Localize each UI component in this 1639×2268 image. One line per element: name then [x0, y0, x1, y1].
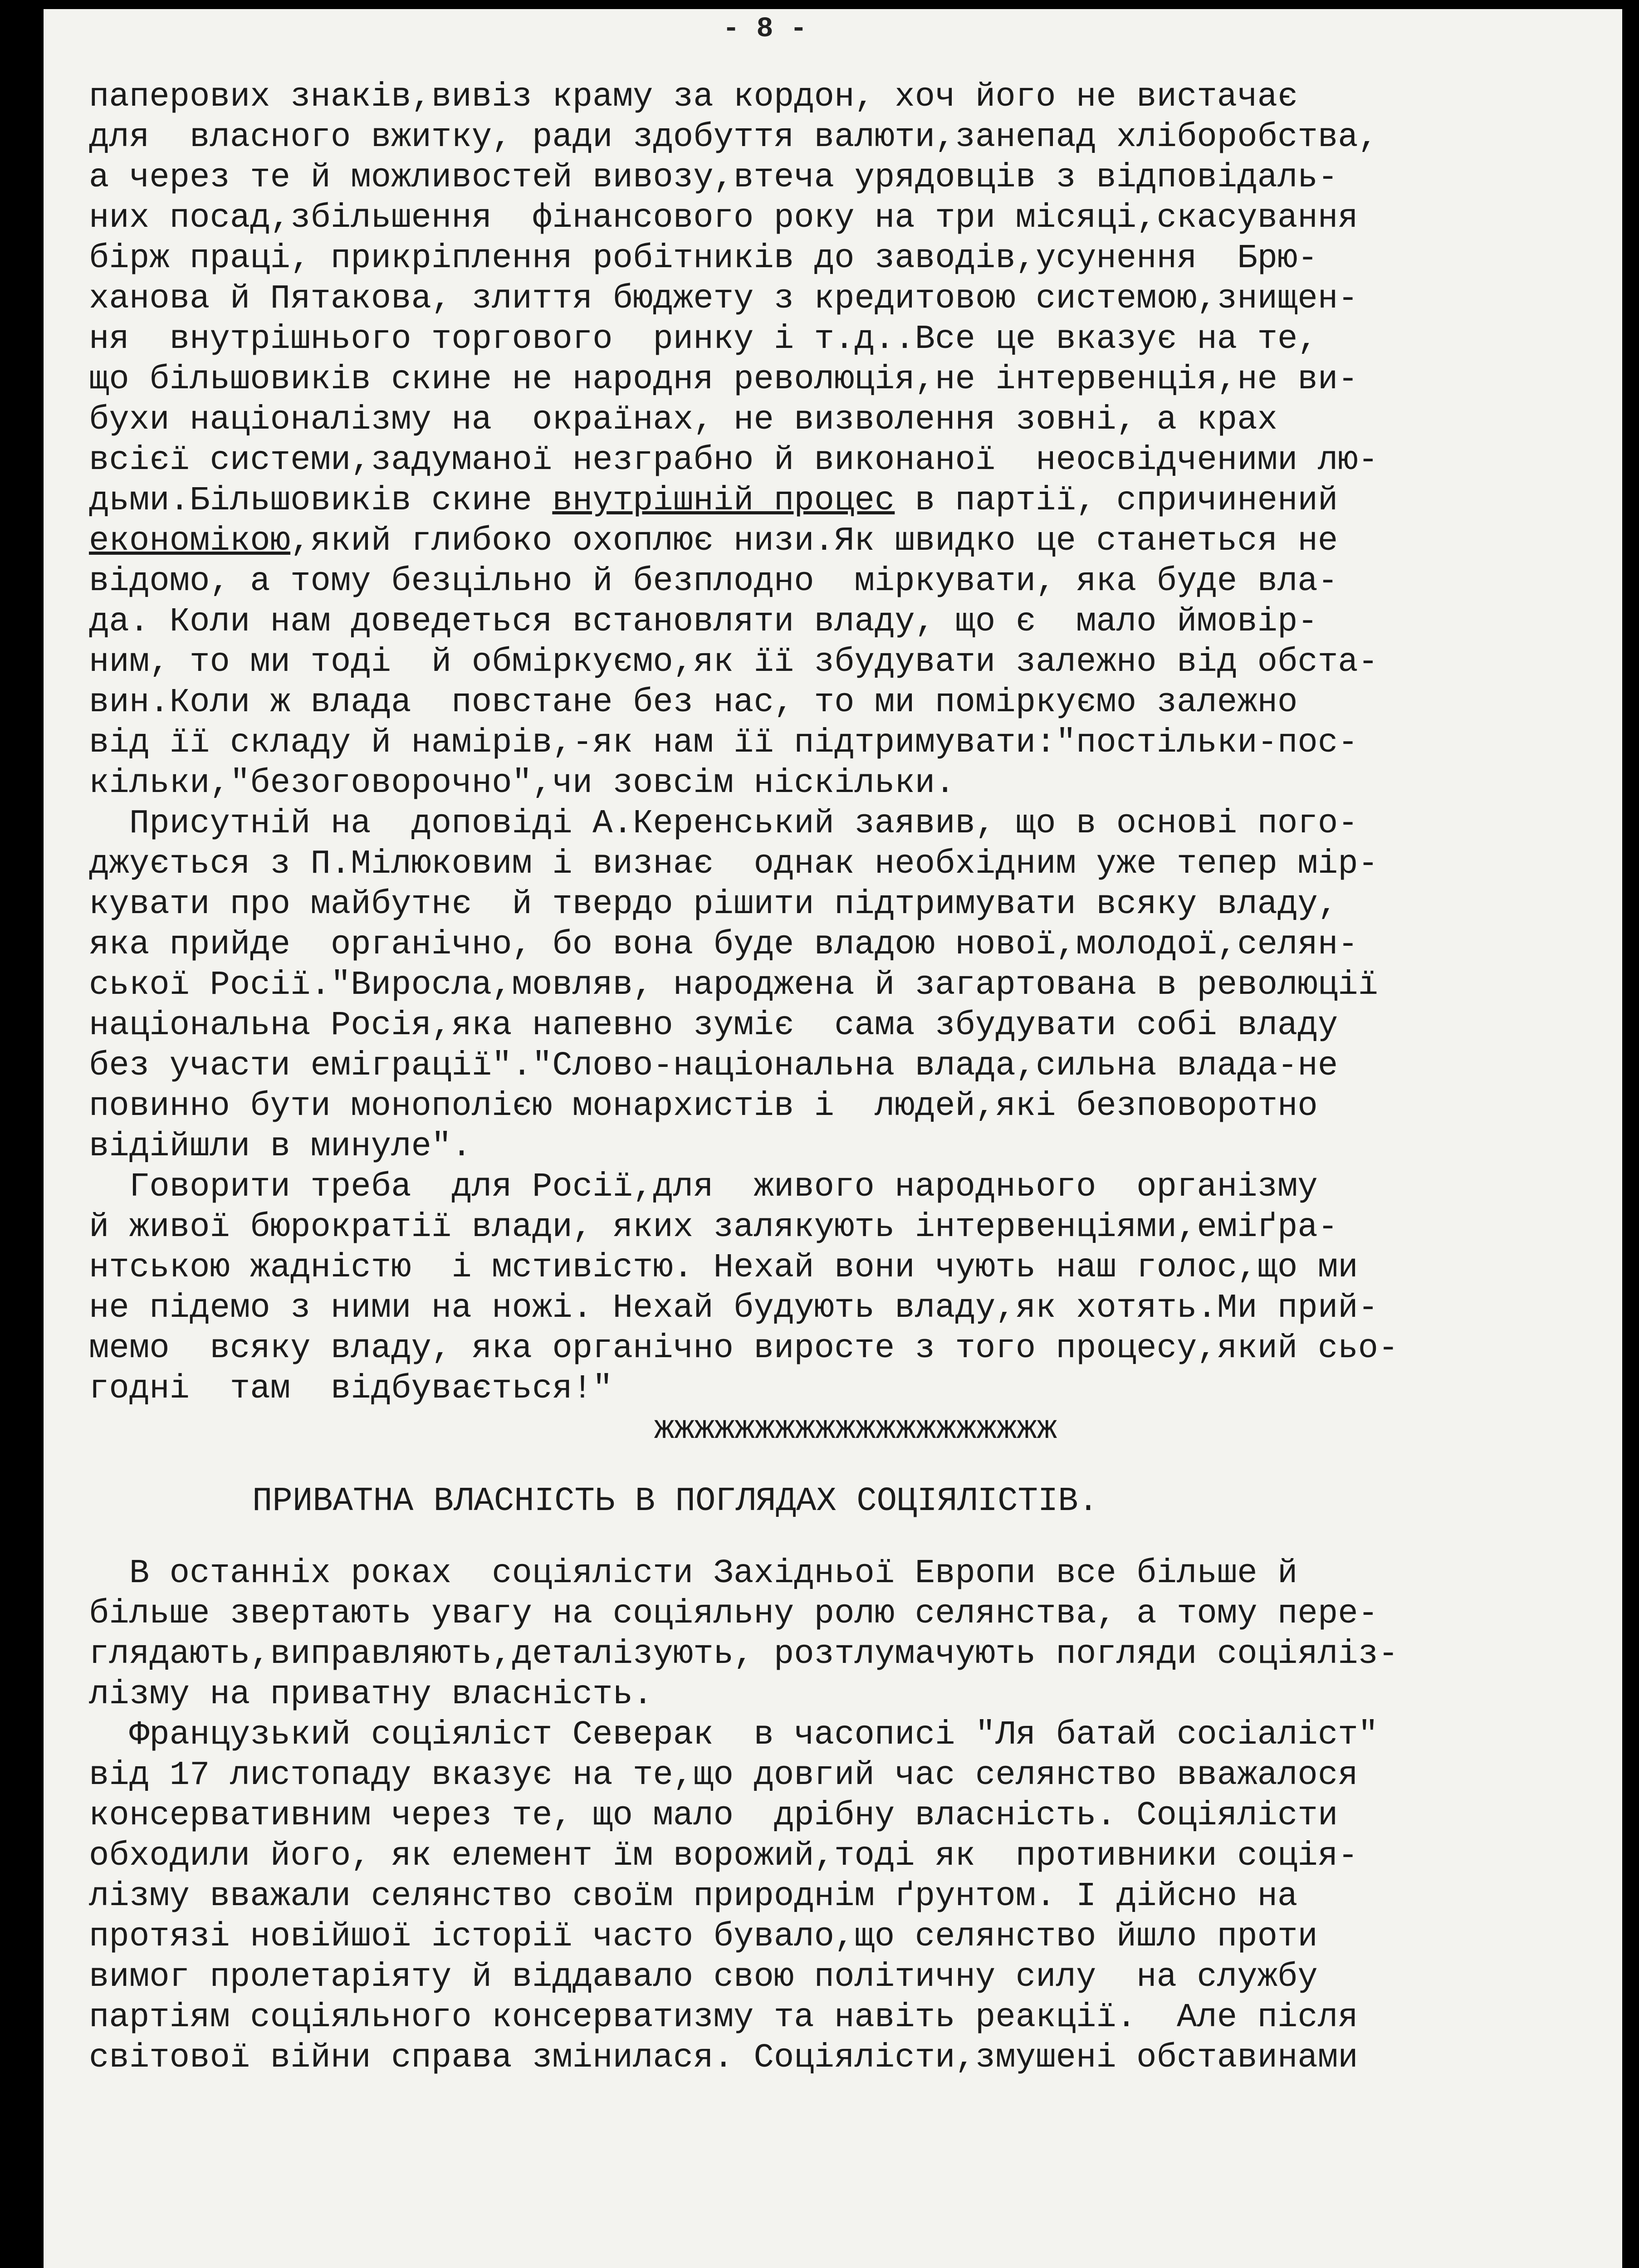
text-line: В останніх роках соціялісти Західньої Европи все більше й	[89, 1554, 1298, 1593]
text-fragment: ,який глибоко охоплює низи.Як швидко це станеться не	[290, 522, 1338, 560]
text-line: що більшовиків скине не народня революція,не інтервенція,не ви-	[89, 361, 1358, 399]
text-line: відійшли в минуле".	[89, 1128, 472, 1166]
text-line: них посад,збільшення фінансового року на три місяці,скасування	[89, 199, 1358, 237]
text-line: ської Росії."Виросла,мовляв, народжена й загартована в революції	[89, 966, 1379, 1004]
text-line: всієї системи,задуманої незграбно й виконаної неосвідченими лю-	[89, 441, 1379, 479]
underlined-phrase: внутрішній процес	[552, 482, 895, 520]
text-line-underlined	[89, 521, 1531, 562]
text-line: не підемо з ними на ножі. Нехай будують владу,як хотять.Ми прий-	[89, 1289, 1379, 1327]
section-separator: жжжжжжжжжжжжжжжжжжжж	[654, 1410, 1057, 1448]
article-title: ПРИВАТНА ВЛАСНІСТЬ В ПОГЛЯДАХ СОЦІЯЛІСТІВ.	[252, 1482, 1099, 1520]
text-line: яка прийде органічно, бо вона буде владою нової,молодої,селян-	[89, 926, 1358, 964]
text-line: бухи націоналізму на окраїнах, не визволення зовні, а крах	[89, 401, 1278, 439]
text-line: вимог пролетаріяту й віддавало свою політичну силу на службу	[89, 1958, 1318, 1996]
text-line: мемо всяку владу, яка органічно виросте з того процесу,який сьо-	[89, 1330, 1399, 1368]
text-line: обходили його, як елемент їм ворожий,тоді як противники соція-	[89, 1837, 1358, 1875]
text-line: глядають,виправляють,деталізують, розтлумачують погляди соціяліз-	[89, 1635, 1399, 1673]
paragraph-2	[89, 804, 1531, 1167]
text-line: кувати про майбутнє й твердо рішити підтримувати всяку владу,	[89, 885, 1338, 924]
text-line: паперових знаків,вивіз краму за кордон, хоч його не вистачає	[89, 78, 1298, 116]
paragraph-1	[89, 77, 1531, 804]
text-line: кільки,"безоговорочно",чи зовсім ніскільки.	[89, 764, 955, 802]
text-line: Французький соціяліст Северак в часописі "Ля батай сосіаліст"	[89, 1716, 1379, 1754]
text-line: й живої бюрократії влади, яких залякують інтервенціями,еміґра-	[89, 1208, 1338, 1246]
page-number: - 8 -	[722, 13, 807, 45]
text-line: джується з П.Мілюковим і визнає однак необхідним уже тепер мір-	[89, 845, 1379, 883]
text-line: партіям соціяльного консерватизму та навіть реакції. Але після	[89, 1999, 1358, 2037]
text-line: вин.Коли ж влада повстане без нас, то ми поміркуємо залежно	[89, 684, 1298, 722]
text-line: більше звертають увагу на соціяльну ролю селянства, а тому пере-	[89, 1595, 1379, 1633]
text-line: ханова й Пятакова, злиття бюджету з кредитовою системою,знищен-	[89, 280, 1358, 318]
text-line: повинно бути монополією монархистів і людей,які безповоротно	[89, 1087, 1318, 1125]
text-line: для власного вжитку, ради здобуття валюти,занепад хліборобства,	[89, 118, 1379, 156]
paragraph-5	[89, 1715, 1531, 2078]
text-fragment: дьми.Більшовиків скине	[89, 482, 553, 520]
text-line: лізму вважали селянство своїм природнім ґрунтом. І дійсно на	[89, 1877, 1298, 1916]
text-line: світової війни справа змінилася. Соціялісти,змушені обставинами	[89, 2039, 1358, 2077]
text-line: від її складу й намірів,-як нам її підтримувати:"постільки-пос-	[89, 724, 1358, 762]
text-line: лізму на приватну власність.	[89, 1676, 653, 1714]
text-line: від 17 листопаду вказує на те,що довгий час селянство вважалося	[89, 1756, 1358, 1794]
text-line: нтською жадністю і мстивістю. Нехай вони чують наш голос,що ми	[89, 1249, 1358, 1287]
text-line-underlined	[89, 481, 1531, 521]
paragraph-3	[89, 1167, 1531, 1409]
text-line: да. Коли нам доведеться встановляти владу, що є мало ймовір-	[89, 603, 1318, 641]
text-line: відомо, а тому безцільно й безплодно міркувати, яка буде вла-	[89, 562, 1338, 601]
text-line: годні там відбувається!"	[89, 1370, 613, 1408]
document-page	[44, 9, 1622, 2268]
text-line: консервативним через те, що мало дрібну власність. Соціялісти	[89, 1797, 1338, 1835]
text-line: ним, то ми тоді й обміркуємо,як її збудувати залежно від обста-	[89, 643, 1379, 681]
underlined-phrase: економікою	[89, 522, 291, 560]
text-line: бірж праці, прикріплення робітників до заводів,усунення Брю-	[89, 240, 1318, 278]
document-body	[89, 77, 1531, 2078]
text-line: а через те й можливостей вивозу,втеча урядовців з відповідаль-	[89, 159, 1338, 197]
text-line: без участи еміграції"."Слово-національна влада,сильна влада-не	[89, 1047, 1338, 1085]
text-line: національна Росія,яка напевно зуміє сама збудувати собі владу	[89, 1007, 1338, 1045]
text-line: протязі новійшої історії часто бувало,що селянство йшло проти	[89, 1918, 1318, 1956]
text-line: Присутній на доповіді А.Керенський заявив, що в основі пого-	[89, 805, 1358, 843]
paragraph-4	[89, 1554, 1531, 1715]
text-line: Говорити треба для Росії,для живого народнього організму	[89, 1168, 1318, 1206]
text-fragment: в партії, спричинений	[895, 482, 1338, 520]
text-line: ня внутрішнього торгового ринку і т.д..Все це вказує на те,	[89, 320, 1318, 358]
